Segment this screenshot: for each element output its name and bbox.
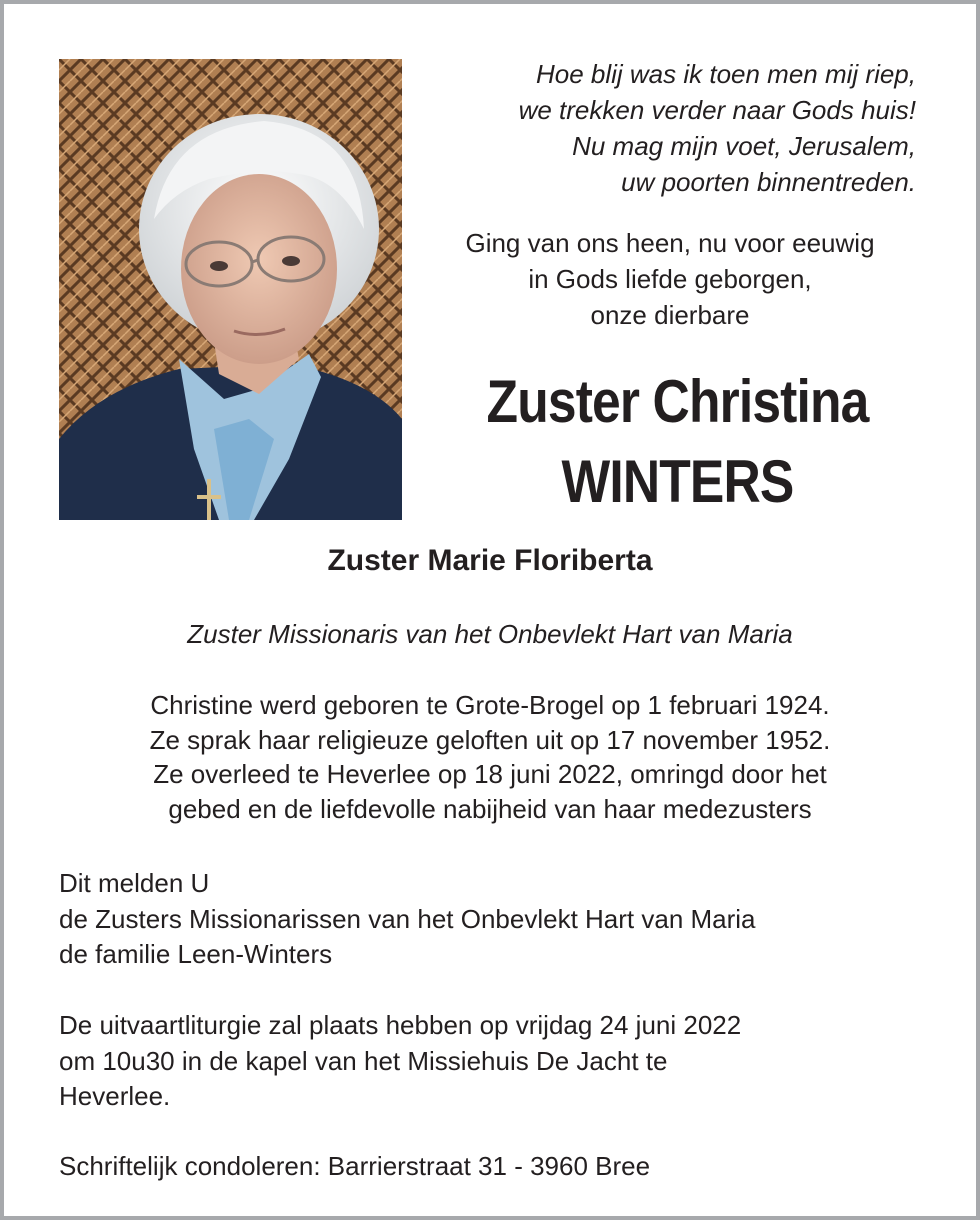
poem-line: Hoe blij was ik toen men mij riep, <box>535 59 916 89</box>
funeral-line: om 10u30 in de kapel van het Missiehuis De Jacht te <box>59 1045 668 1076</box>
poem-line: uw poorten binnentreden. <box>621 167 916 197</box>
bio-line: Ze overleed te Heverlee op 18 juni 2022, omringd door het <box>153 759 827 789</box>
intro-line: onze dierbare <box>590 300 750 330</box>
poem <box>436 56 916 200</box>
announcement <box>59 866 939 973</box>
funeral-line: Heverlee. <box>59 1081 171 1111</box>
bio-line: Ze sprak haar religieuze geloften uit op 17 november 1952. <box>149 724 831 755</box>
announcement-line: de Zusters Missionarissen van het Onbevlekt Hart van Maria <box>59 903 756 934</box>
intro-line: Ging van ons heen, nu voor eeuwig <box>465 228 875 258</box>
deceased-name <box>456 362 899 522</box>
funeral-line: De uitvaartliturgie zal plaats hebben op vrijdag 24 juni 2022 <box>59 1010 742 1040</box>
biography <box>0 688 980 826</box>
name-line-2: WINTERS <box>561 448 794 515</box>
religious-order: Zuster Missionaris van het Onbevlekt Hart van Maria <box>187 619 793 649</box>
religious-name: Zuster Marie Floriberta <box>327 544 653 577</box>
poem-line: we trekken verder naar Gods huis! <box>518 95 916 125</box>
condolence-line: Schriftelijk condoleren: Barrierstraat 31 - 3960 Bree <box>59 1151 651 1181</box>
name-line-1: Zuster Christina <box>486 368 869 435</box>
poem-line: Nu mag mijn voet, Jerusalem, <box>572 131 916 161</box>
portrait-photo <box>59 59 402 520</box>
announcement-line: de familie Leen-Winters <box>59 939 333 969</box>
condolence-address <box>59 1149 939 1185</box>
intro-text <box>420 225 920 333</box>
announcement-line: Dit melden U <box>59 868 210 898</box>
bio-line: gebed en de liefdevolle nabijheid van haar medezusters <box>168 793 812 824</box>
intro-line: in Gods liefde geborgen, <box>528 264 812 294</box>
bio-line: Christine werd geboren te Grote-Brogel op 1 februari 1924. <box>150 690 830 720</box>
funeral-details <box>59 1008 939 1115</box>
